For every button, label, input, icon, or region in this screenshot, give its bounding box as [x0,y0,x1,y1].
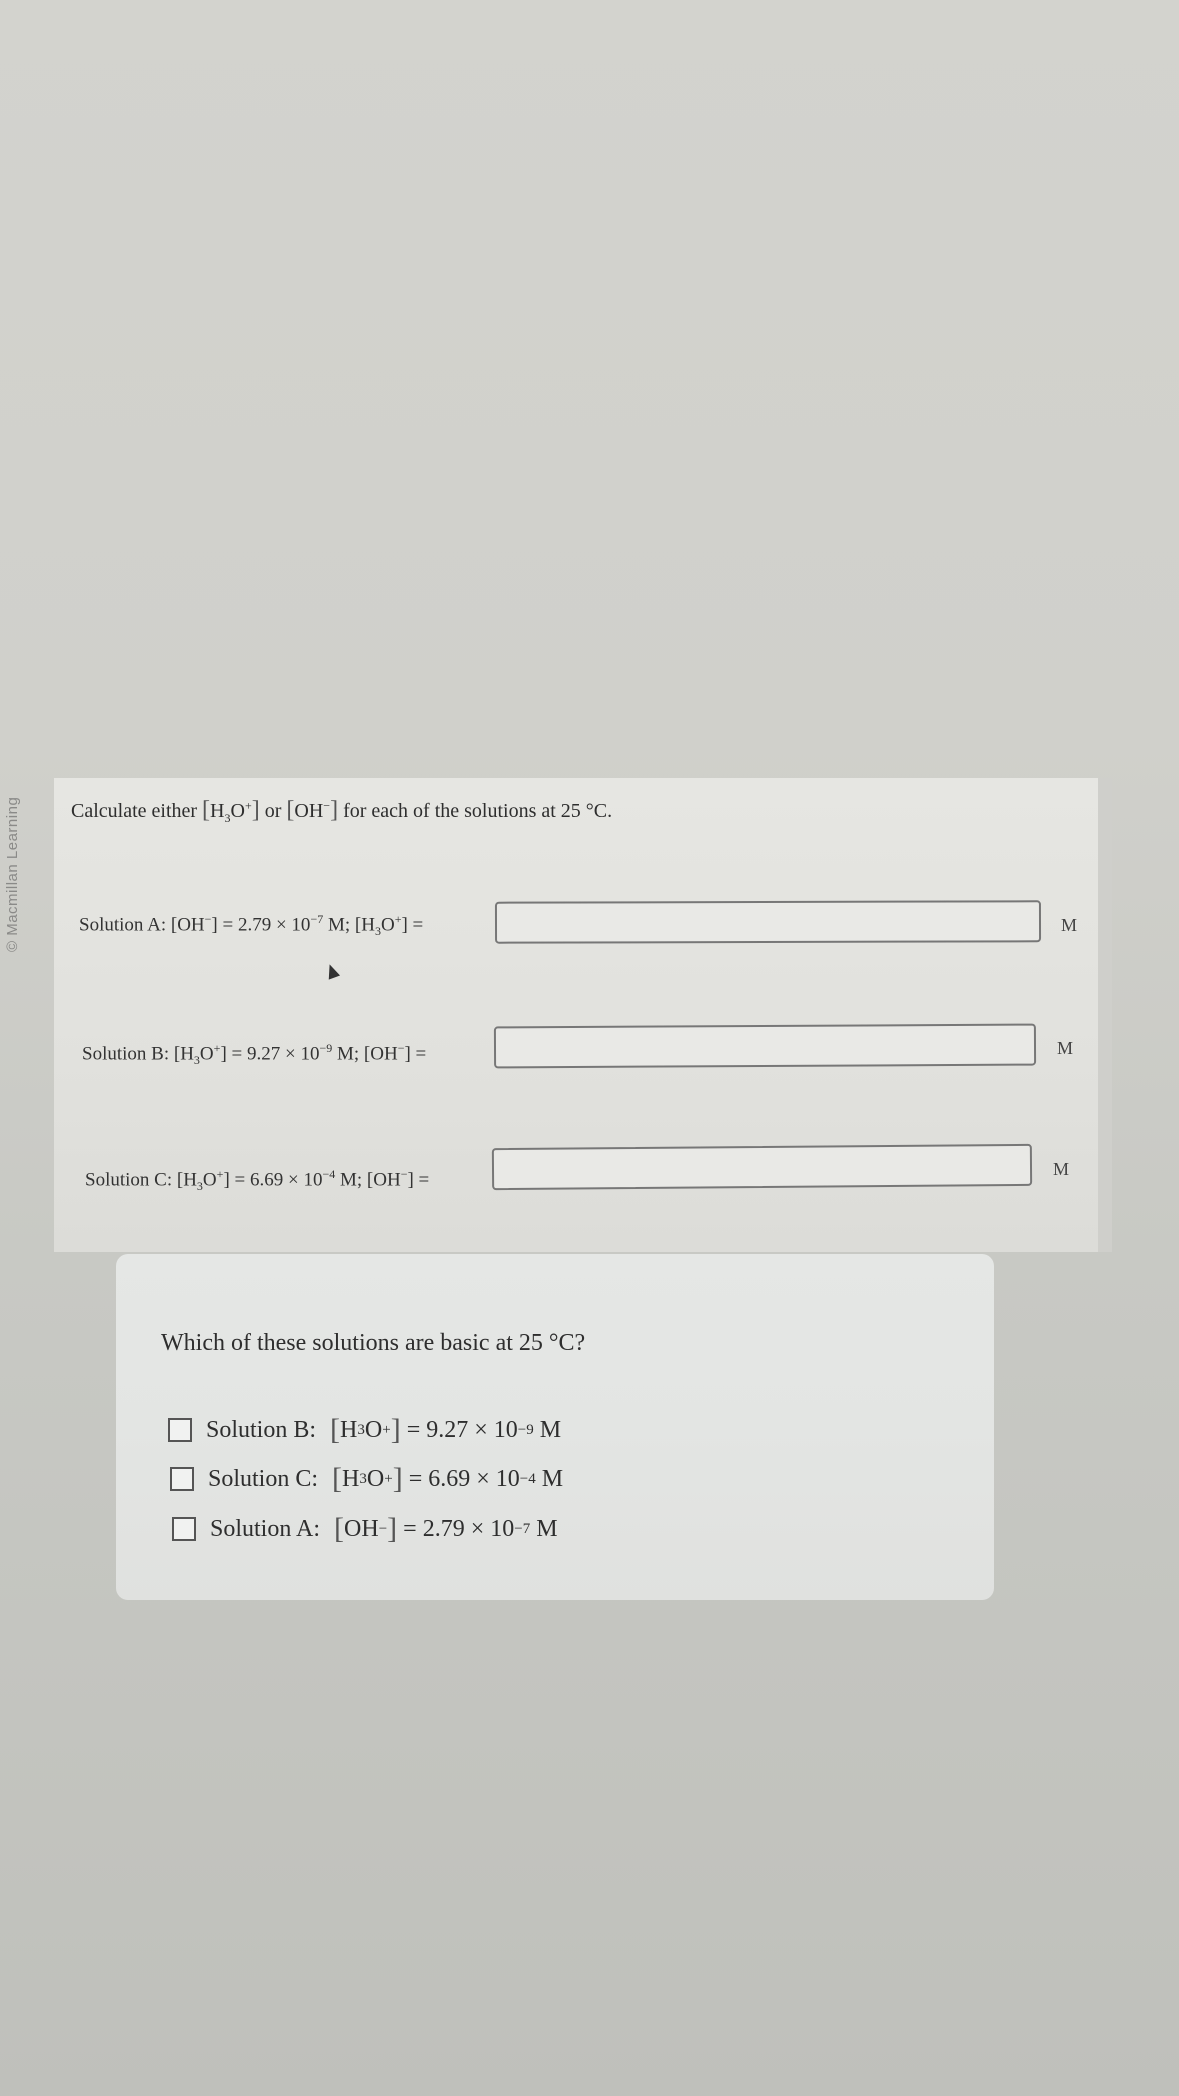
prompt-suffix: for each of the solutions at 25 °C. [343,800,613,822]
solution-b-answer-input[interactable] [494,1024,1036,1069]
solution-a-label: Solution A: [79,914,167,936]
solution-c-row: Solution C: $[H_3O^+] = 6.69 \times 10^{-4}$ M; [OH−] = [85,1167,430,1194]
option-b-label: Solution B: [206,1416,317,1443]
solution-b-unit: M [1057,1038,1074,1058]
solution-b-label: Solution B: [82,1043,170,1065]
option-solution-c[interactable]: Solution C: [ H 3 O + ] = 6.69 × 10 −4 M [170,1462,563,1496]
solution-a-unit: M [1061,915,1078,935]
checkbox-solution-a[interactable] [172,1517,196,1541]
solution-c-answer-input[interactable] [492,1144,1032,1190]
prompt-or: or [264,800,282,822]
solution-a-answer-input[interactable] [495,900,1041,943]
basic-question-title: Which of these solutions are basic at 25 °C? [161,1330,586,1356]
solution-a-row: Solution A: $[OH^-] = 2.79 \times 10^{-7}$ M; $[H_3O^+]$ = [79,912,424,939]
solution-c-unit: M [1053,1159,1070,1179]
option-solution-a[interactable]: Solution A: [ OH − ] = 2.79 × 10 −7 M [172,1512,558,1546]
question-prompt: Calculate either $[H_3O^+]$ or [OH−] for each of the solutions at 25 °C. [71,797,613,825]
option-a-label: Solution A: [210,1515,321,1542]
solution-c-label: Solution C: [85,1169,173,1191]
h3o-formula: $H_3O^+$ [210,798,252,825]
option-c-label: Solution C: [208,1465,319,1492]
oh-formula: OH− [294,798,331,822]
prompt-prefix: Calculate either [71,800,198,822]
option-solution-b[interactable]: Solution B: [ H 3 O + ] = 9.27 × 10 −9 M [168,1413,561,1447]
checkbox-solution-c[interactable] [170,1467,194,1491]
solution-b-row: Solution B: $[H_3O^+] = 9.27 \times 10^{-9}$ M; [OH−] = [82,1041,427,1068]
copyright-watermark: © Macmillan Learning [4,796,21,952]
checkbox-solution-b[interactable] [168,1418,192,1442]
